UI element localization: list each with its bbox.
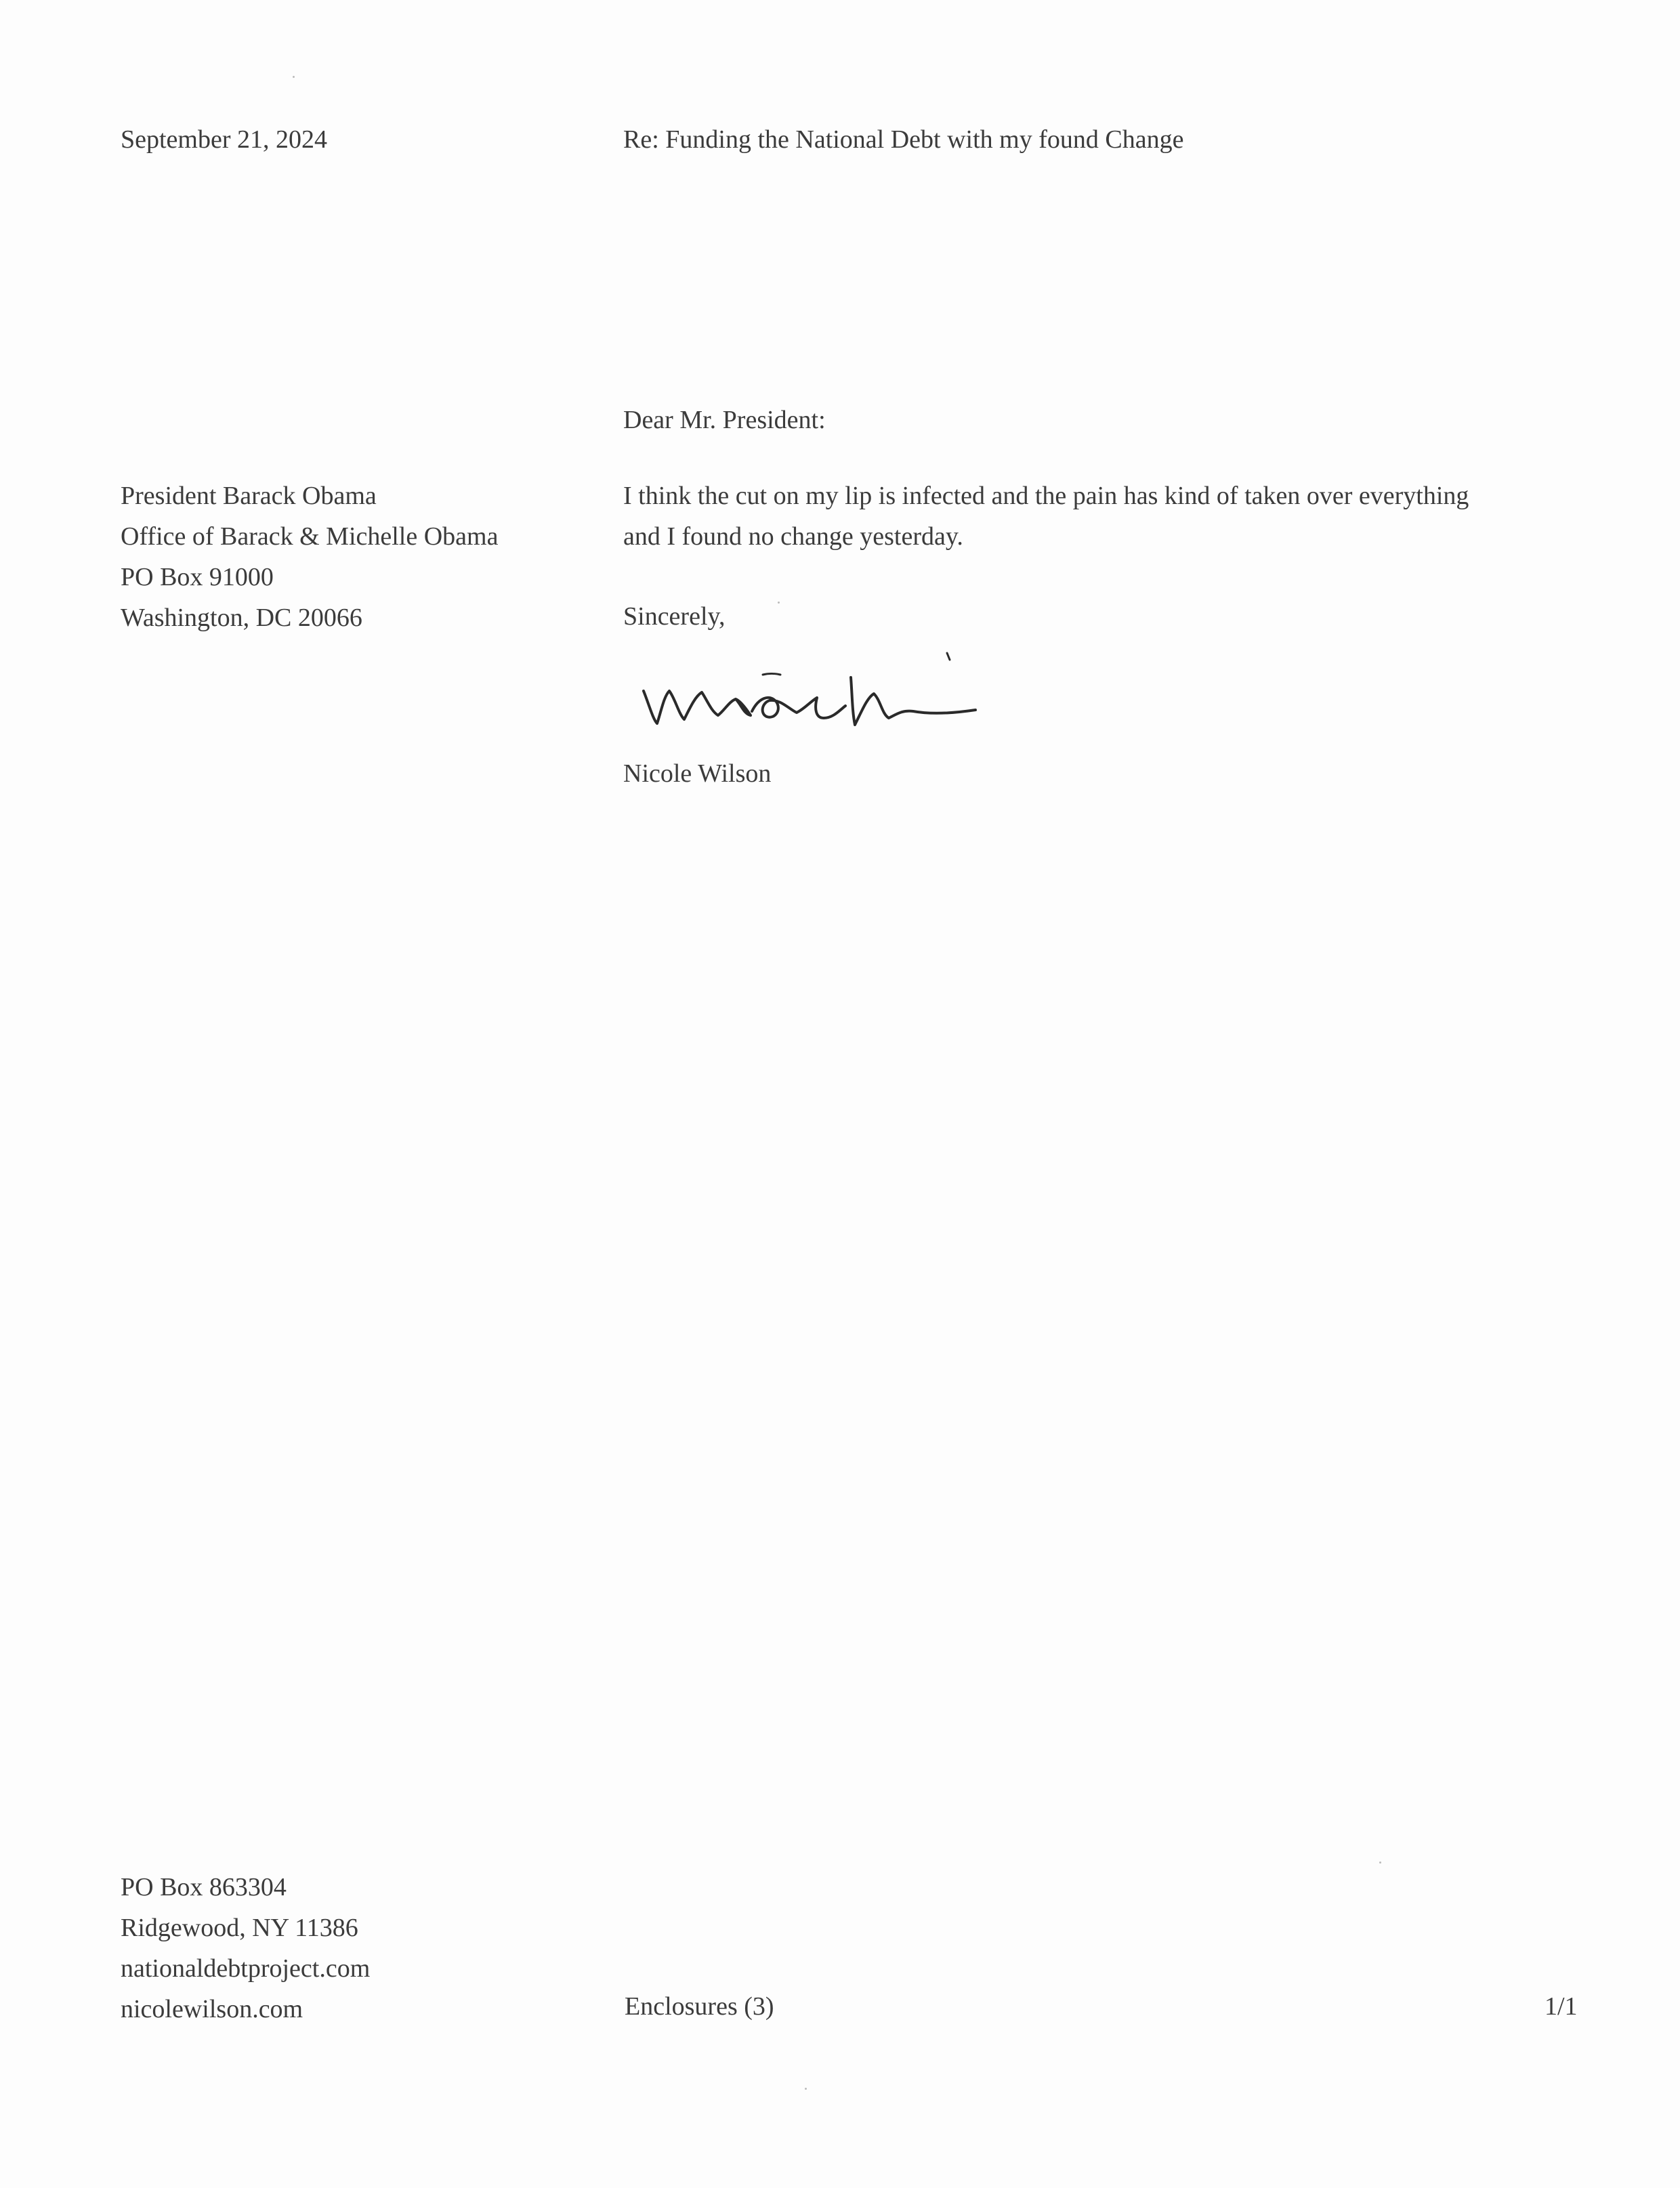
body-line: I think the cut on my lip is infected and the pain has kind of taken over everything bbox=[623, 482, 1469, 510]
sender-line: nicolewilson.com bbox=[121, 1995, 303, 2023]
scan-speck bbox=[1379, 1861, 1381, 1864]
recipient-address bbox=[121, 476, 498, 638]
scan-speck bbox=[805, 2088, 807, 2090]
subject-line: Re: Funding the National Debt with my found Change bbox=[623, 125, 1184, 154]
recipient-line: President Barack Obama bbox=[121, 482, 377, 510]
recipient-line: Office of Barack & Michelle Obama bbox=[121, 522, 499, 551]
recipient-line: PO Box 91000 bbox=[121, 563, 274, 591]
sender-line: PO Box 863304 bbox=[121, 1873, 287, 1901]
scan-speck bbox=[778, 602, 780, 604]
enclosures-note: Enclosures (3) bbox=[625, 1992, 774, 2021]
scan-speck bbox=[293, 76, 295, 78]
body-line: and I found no change yesterday. bbox=[623, 522, 963, 551]
sender-line: Ridgewood, NY 11386 bbox=[121, 1914, 358, 1942]
letter-date: September 21, 2024 bbox=[121, 125, 328, 154]
sender-line: nationaldebtproject.com bbox=[121, 1954, 371, 1983]
signer-name: Nicole Wilson bbox=[623, 759, 772, 788]
handwritten-signature bbox=[637, 644, 989, 738]
letter-body bbox=[623, 476, 1469, 557]
closing: Sincerely, bbox=[623, 602, 726, 631]
sender-address bbox=[121, 1867, 370, 2029]
page-number: 1/1 bbox=[1545, 1992, 1578, 2021]
recipient-line: Washington, DC 20066 bbox=[121, 604, 362, 632]
salutation: Dear Mr. President: bbox=[623, 406, 826, 434]
